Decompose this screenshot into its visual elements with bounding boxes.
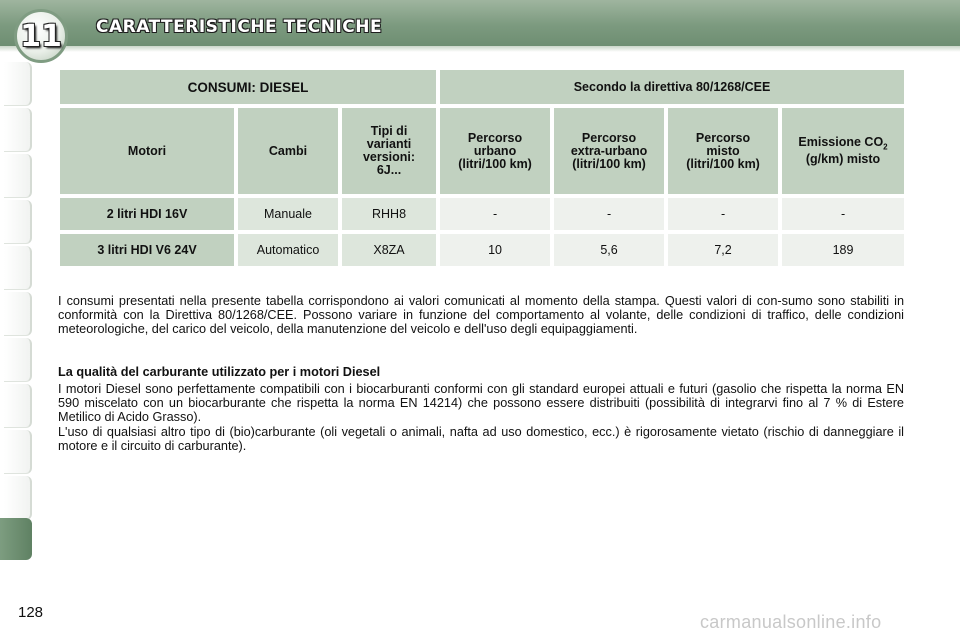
consumption-table <box>56 66 908 270</box>
row-cambio: Manuale <box>238 198 338 230</box>
row-misto: - <box>668 198 778 230</box>
table-row <box>60 234 904 266</box>
chapter-badge: 11 <box>14 9 68 63</box>
chapter-tab-active[interactable] <box>0 518 32 560</box>
col-header-tipi: Tipi di varianti versioni: 6J... <box>342 108 436 194</box>
row-extra-urbano: - <box>554 198 664 230</box>
row-tipo: X8ZA <box>342 234 436 266</box>
row-urbano: - <box>440 198 550 230</box>
chapter-tab[interactable] <box>4 154 32 198</box>
chapter-tab[interactable] <box>4 384 32 428</box>
col-header-extra-urbano: Percorso extra-urbano (litri/100 km) <box>554 108 664 194</box>
header-divider <box>0 46 960 52</box>
table-directive: Secondo la direttiva 80/1268/CEE <box>440 70 904 104</box>
table-title: CONSUMI: DIESEL <box>60 70 436 104</box>
chapter-tab[interactable] <box>4 62 32 106</box>
row-motore: 2 litri HDI 16V <box>60 198 234 230</box>
col-header-urbano: Percorso urbano (litri/100 km) <box>440 108 550 194</box>
warning-paragraph: L'uso di qualsiasi altro tipo di (bio)carburante (oli vegetali o animali, nafta ad uso domestico, ecc.) è rigorosamente vietato (rischio di danneggiare il motore e il circuito di carburante). <box>58 425 904 453</box>
row-co2: - <box>782 198 904 230</box>
row-tipo: RHH8 <box>342 198 436 230</box>
chapter-tab[interactable] <box>4 200 32 244</box>
row-urbano: 10 <box>440 234 550 266</box>
watermark: carmanualsonline.info <box>700 612 882 632</box>
page-number: 128 <box>18 604 44 621</box>
chapter-tabs <box>0 62 34 578</box>
row-cambio: Automatico <box>238 234 338 266</box>
col-header-misto: Percorso misto (litri/100 km) <box>668 108 778 194</box>
col-header-co2: Emissione $CO_2$ (g/km) misto <box>782 108 904 194</box>
chapter-tab[interactable] <box>4 338 32 382</box>
page-title: CARATTERISTICHE TECNICHE <box>96 17 383 37</box>
chapter-tab[interactable] <box>4 430 32 474</box>
col-header-motori: Motori <box>60 108 234 194</box>
chapter-tab[interactable] <box>4 108 32 152</box>
chapter-tab[interactable] <box>4 292 32 336</box>
chapter-tab[interactable] <box>4 476 32 520</box>
row-misto: 7,2 <box>668 234 778 266</box>
chapter-tab[interactable] <box>4 246 32 290</box>
row-extra-urbano: 5,6 <box>554 234 664 266</box>
col-header-cambi: Cambi <box>238 108 338 194</box>
table-row <box>60 198 904 230</box>
section-subtitle: La qualità del carburante utilizzato per i motori Diesel <box>58 365 381 379</box>
biofuel-paragraph: I motori Diesel sono perfettamente compatibili con i biocarburanti conformi con gli standard europei attuali e futuri (gasolio che rispetta la norma EN 590 miscelato con un biocarburante che rispetta la norma EN 14214) che possono essere distribuiti (possibilità di integrarvi fino al 7 % di Estere Metilico di Acido Grasso). <box>58 382 904 424</box>
intro-paragraph: I consumi presentati nella presente tabella corrispondono ai valori comunicati al momento della stampa. Questi valori di con-sumo sono stabiliti in conformità con la Direttiva 80/1268/CEE. Possono variare in funzione del comportamento al volante, delle condizioni di traffico, delle condizioni meteorologiche, del carico del veicolo, della manutenzione del veicolo e dell'uso degli equipaggiamenti. <box>58 294 904 336</box>
row-co2: 189 <box>782 234 904 266</box>
row-motore: 3 litri HDI V6 24V <box>60 234 234 266</box>
